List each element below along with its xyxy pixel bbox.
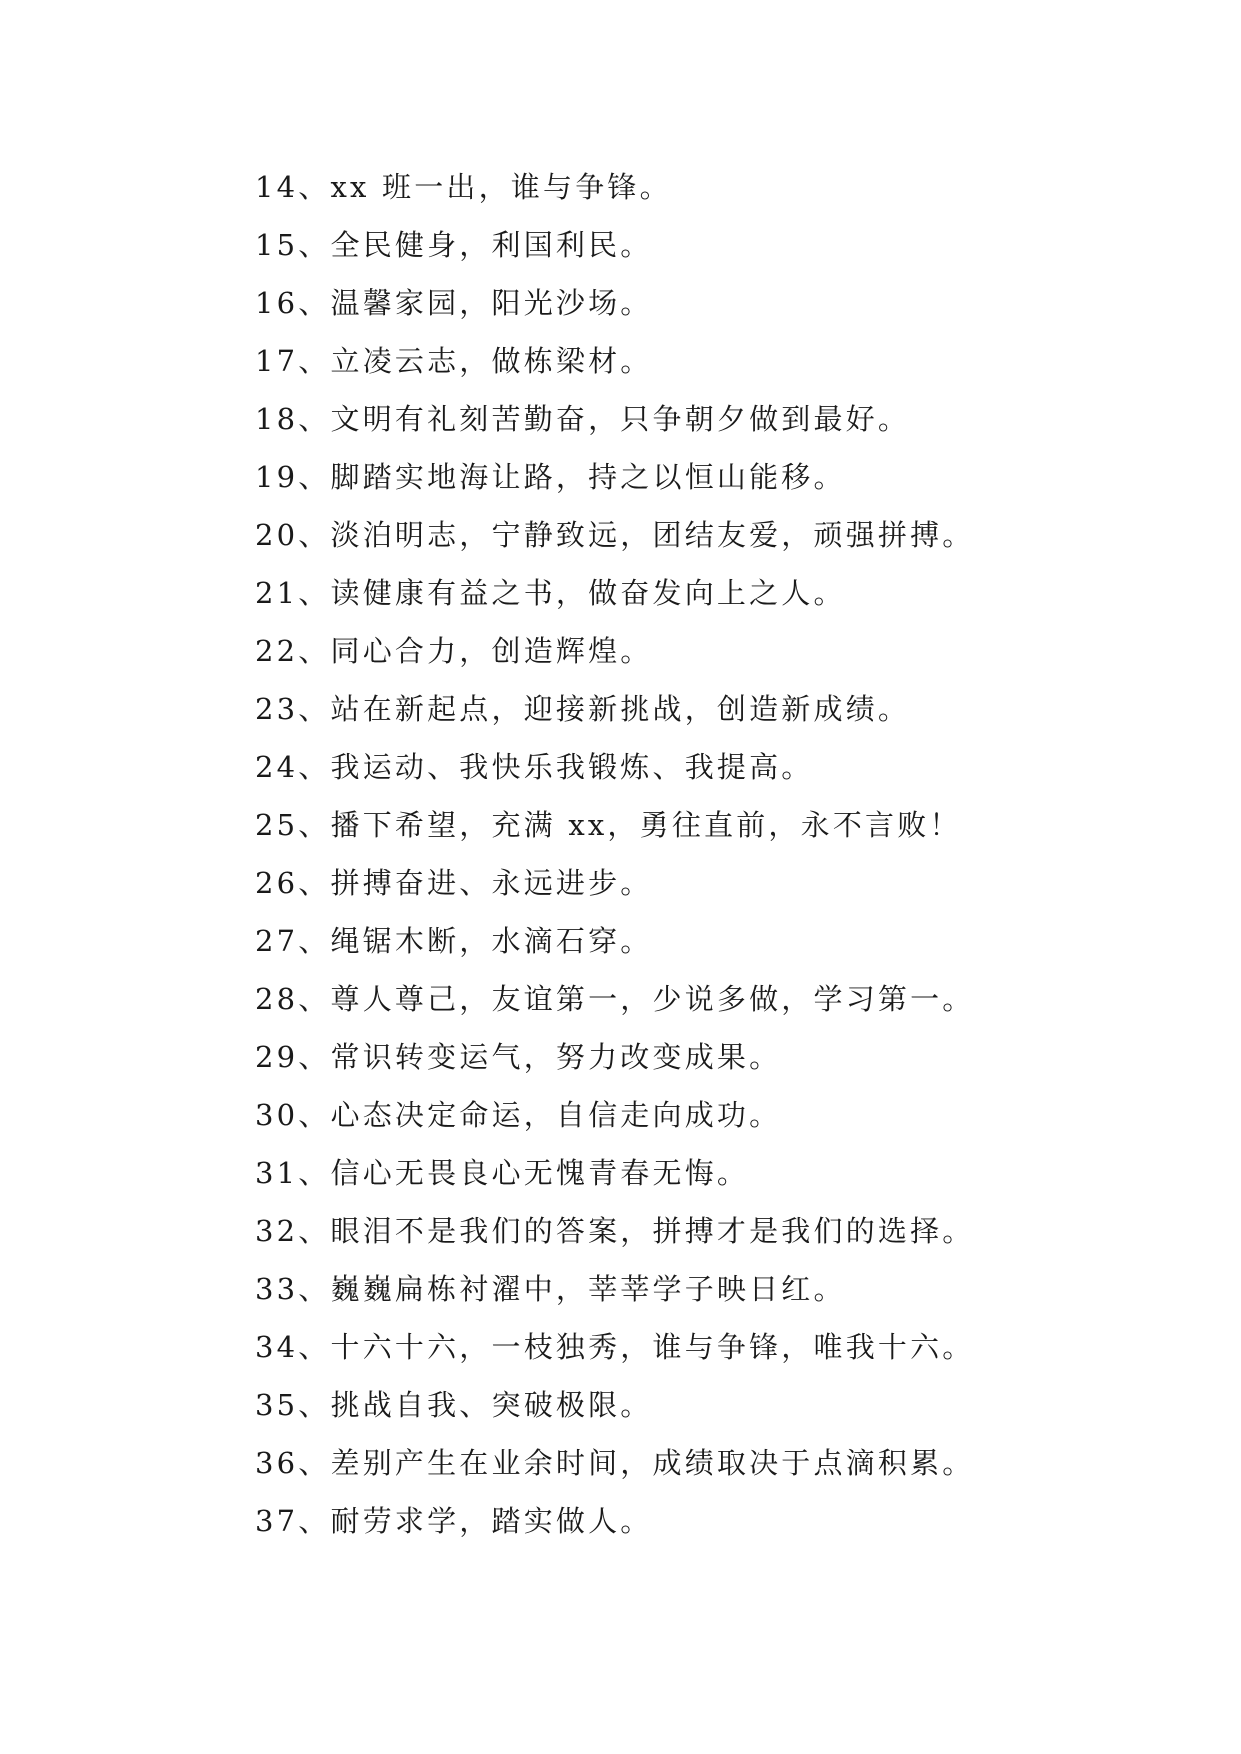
slogan-item: 15、全民健身，利国利民。 — [255, 228, 653, 262]
slogan-item: 30、心态决定命运，自信走向成功。 — [255, 1098, 782, 1132]
slogan-item: 19、脚踏实地海让路，持之以恒山能移。 — [255, 460, 846, 494]
slogan-item: 27、绳锯木断，水滴石穿。 — [255, 924, 653, 958]
slogan-item: 17、立凌云志，做栋梁材。 — [255, 344, 653, 378]
slogan-list — [255, 158, 975, 1550]
slogan-item: 28、尊人尊己，友谊第一，少说多做，学习第一。 — [255, 982, 975, 1016]
slogan-item: 31、信心无畏良心无愧青春无悔。 — [255, 1156, 750, 1190]
slogan-item: 37、耐劳求学，踏实做人。 — [255, 1504, 653, 1538]
slogan-item: 33、巍巍扁栋衬濯中，莘莘学子映日红。 — [255, 1272, 846, 1306]
slogan-item: 24、我运动、我快乐我锻炼、我提高。 — [255, 750, 814, 784]
slogan-item: 18、文明有礼刻苦勤奋，只争朝夕做到最好。 — [255, 402, 911, 436]
slogan-item: 32、眼泪不是我们的答案，拼搏才是我们的选择。 — [255, 1214, 975, 1248]
slogan-item: 29、常识转变运气，努力改变成果。 — [255, 1040, 782, 1074]
slogan-item: 21、读健康有益之书，做奋发向上之人。 — [255, 576, 846, 610]
slogan-item: 36、差别产生在业余时间，成绩取决于点滴积累。 — [255, 1446, 975, 1480]
slogan-item: 14、xx 班一出，谁与争锋。 — [255, 170, 672, 204]
slogan-item: 26、拼搏奋进、永远进步。 — [255, 866, 653, 900]
slogan-item: 20、淡泊明志，宁静致远，团结友爱，顽强拼搏。 — [255, 518, 975, 552]
slogan-item: 23、站在新起点，迎接新挑战，创造新成绩。 — [255, 692, 911, 726]
slogan-item: 35、挑战自我、突破极限。 — [255, 1388, 653, 1422]
slogan-item: 16、温馨家园，阳光沙场。 — [255, 286, 653, 320]
slogan-item: 25、播下希望，充满 xx，勇往直前，永不言败！ — [255, 808, 962, 842]
slogan-item: 34、十六十六，一枝独秀，谁与争锋，唯我十六。 — [255, 1330, 975, 1364]
slogan-item: 22、同心合力，创造辉煌。 — [255, 634, 653, 668]
